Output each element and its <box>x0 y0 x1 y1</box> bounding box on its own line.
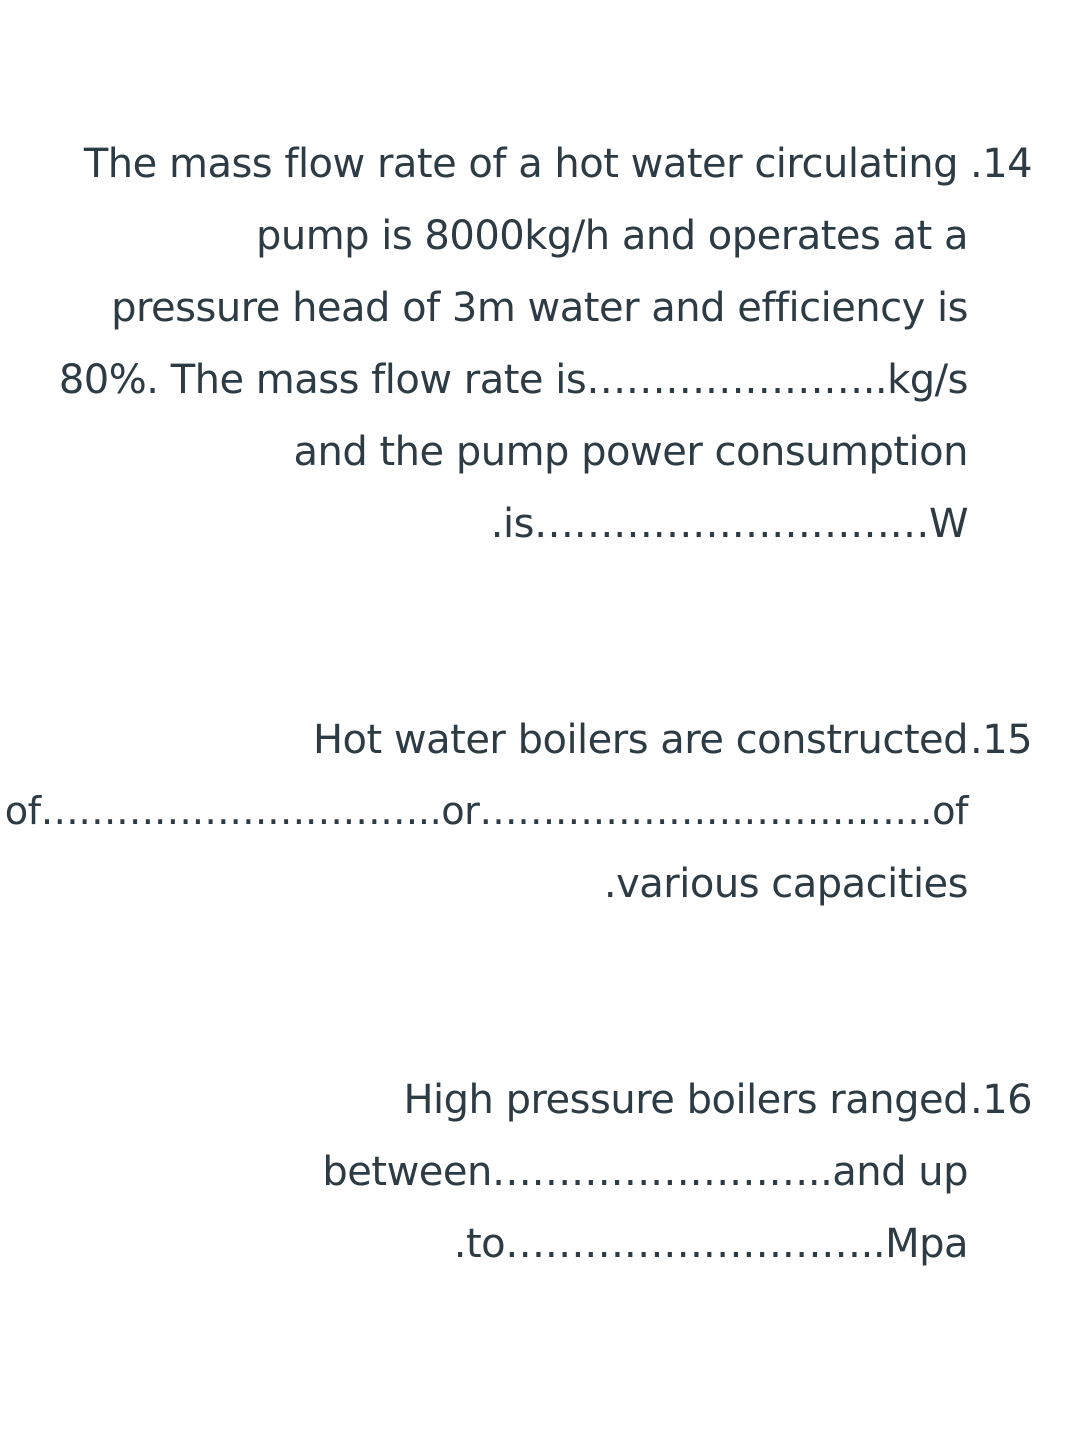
question-line: .to………………………..Mpa <box>453 1221 968 1267</box>
question-line: pump is 8000kg/h and operates at a <box>255 213 968 259</box>
question-line: The mass flow rate of a hot water circulating <box>83 141 958 187</box>
question-line: pressure head of 3m water and efficiency is <box>111 285 968 331</box>
question-line: and the pump power consumption <box>293 429 968 475</box>
question-line: .various capacities <box>603 861 968 907</box>
question-number: .14 <box>970 141 1033 187</box>
question-line: High pressure boilers ranged <box>403 1077 968 1123</box>
question-line: between……………………..and up <box>322 1149 968 1195</box>
question-number: .15 <box>970 717 1033 763</box>
question-number: .16 <box>970 1077 1033 1123</box>
question-line: Hot water boilers are constructed <box>312 717 968 763</box>
question-line: 80%. The mass flow rate is…………………..kg/s <box>58 357 968 403</box>
question-line: .is…………………………W <box>490 501 968 547</box>
question-line: of…………………………..or………………………………of <box>4 790 968 834</box>
